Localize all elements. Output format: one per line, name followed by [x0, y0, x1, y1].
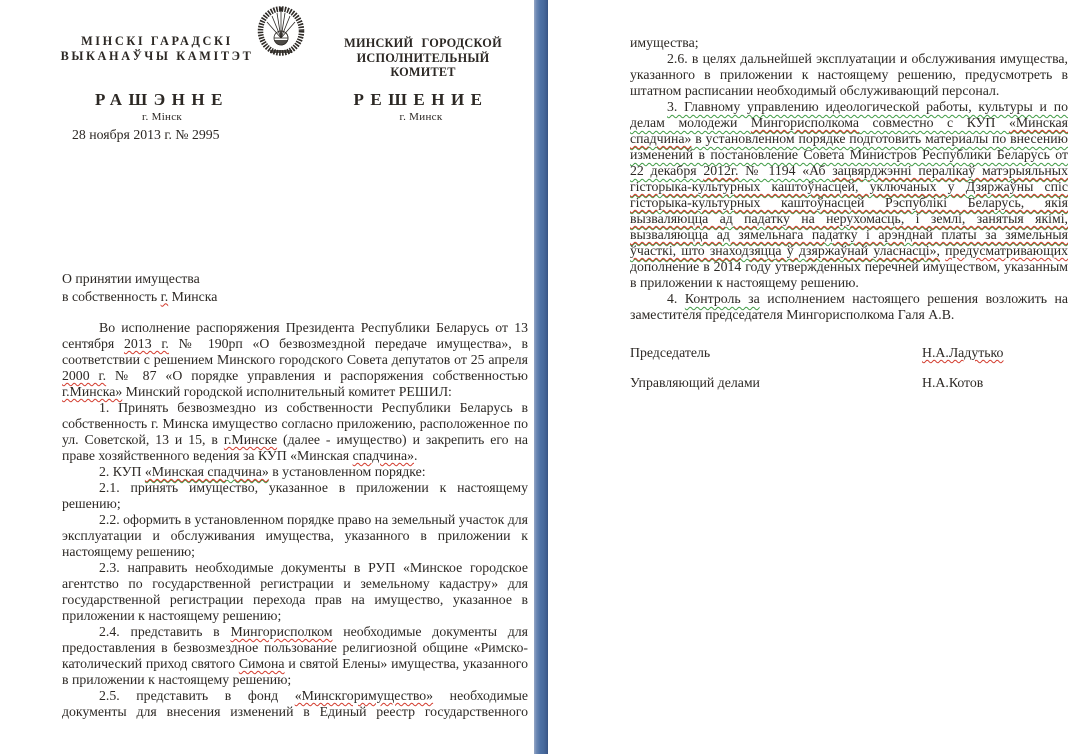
org-name-belarusian — [56, 34, 258, 63]
belarus-coat-of-arms-icon — [257, 6, 305, 56]
spelling-marked-text: г.Минске — [223, 432, 278, 447]
org-name-russian — [330, 36, 516, 80]
spelling-marked-text: г.Минска» — [62, 384, 123, 399]
org-be-line2: ВЫКАНАЎЧЫ КАМІТЭТ — [60, 48, 254, 63]
grammar-and-spelling-marked-text — [703, 163, 738, 178]
paragraph: 2.4. представить в Мингорисполком необходимые документы для предоставления в безвозмездное пользование религиозной общине «Римско-католический приход святого Симона и святой Елены» имущества, указанного в приложении к настоящему решению; — [62, 624, 529, 687]
spelling-marked-text: 2013 г. — [124, 336, 169, 351]
paragraph: 2.5. представить в фонд «Минскгоримущество» необходимые документы для внесения изменений в Единый реестр государственного — [62, 688, 528, 719]
doc-place-be: г. Мінск — [141, 111, 183, 123]
signature-name: Н.А.Котов — [922, 375, 984, 390]
subject-block — [62, 270, 392, 305]
page-1 — [0, 0, 534, 754]
grammar-and-spelling-marked-text — [751, 115, 859, 130]
paragraph: 1. Принять безвозмездно из собственности Республики Беларусь в собственность г. Минска имущество согласно приложению, расположенное по ул. Советской, 13 и 15, в г.Минске (далее - имущество) и закрепить его на праве хозяйственного ведения за КУП «Минская спадчина». — [62, 400, 528, 463]
doc-type-belarusian — [68, 90, 256, 123]
spelling-marked-text: «Минскгоримущество» — [294, 688, 434, 703]
doc-type-be-title: РАШЭННЕ — [95, 90, 229, 109]
org-ru-line2: ИСПОЛНИТЕЛЬНЫЙ КОМИТЕТ — [356, 50, 490, 79]
grammar-and-spelling-marked-text — [145, 464, 269, 479]
page-divider — [534, 0, 548, 754]
paragraph: Во исполнение распоряжения Президента Республики Беларусь от 13 сентября 2013 г. № 190рп «О безвозмездной передаче имущества», в соответствии с решением Минского городского Совета депутатов от 25 апреля 2000 г. № 87 «О порядке управления и распоряжения собственностью г.Минска» Минский городской исполнительный комитет РЕШИЛ: — [62, 320, 528, 399]
spelling-marked-text: Мингорисполком — [230, 624, 333, 639]
org-ru-line1: МИНСКИЙ ГОРОДСКОЙ — [344, 36, 502, 50]
signature-row — [630, 345, 1068, 361]
spelling-marked-text: 2000 г. — [62, 368, 107, 383]
signature-block — [630, 345, 1068, 391]
spelling-marked-text: спадчина» — [352, 448, 414, 463]
body-left-column — [62, 320, 528, 720]
grammar-marked-text: 3. Главному управлению идеологической работы, культуры и по делам молодежи — [630, 99, 1068, 130]
signature-title: Управляющий делами — [630, 375, 760, 390]
doc-type-russian — [336, 90, 506, 123]
spelling-marked-text: зацвярджэнні пералікаў матэрыяльных гісторыка-культурных каштоўнасцей, уключаных у Дзяржаўны спіс гісторыка-культурных каштоўнасцей Рэспублікі Беларусь, якія вызваляюцца ад падатку на нерухомасць, і землі, занятыя якімі, вызваляюцца ад зямельнага падатку і арэнднай платы за зямельныя ўчасткі, што знаходзяцца ў дзяржаўнай уласнасці», — [630, 163, 1068, 258]
spelling-marked-text: «Минская спадчина» — [144, 464, 269, 479]
spelling-marked-text: предусматривающих — [945, 243, 1068, 258]
signature-title: Председатель — [630, 345, 711, 360]
grammar-marked-text: № 1194 «Аб — [738, 163, 833, 178]
grammar-marked-text: совместно с КУП — [858, 115, 1009, 130]
spelling-marked-text: Симона — [238, 656, 285, 671]
body-right-column — [630, 35, 1068, 391]
spelling-marked-text: Мингорисполкома — [750, 115, 859, 130]
grammar-marked-text: Контроль за — [684, 291, 760, 306]
paragraph: 2.1. принять имущество, указанное в приложении к настоящему решению; — [62, 480, 528, 511]
spelling-marked-text: 2012г. — [703, 163, 739, 178]
paragraph: 2. КУП «Минская спадчина» в установленном порядке: — [99, 464, 426, 479]
org-be-line1: МІНСКІ ГАРАДСКІ — [81, 34, 233, 48]
signature-name: Н.А.Ладутько — [922, 345, 1004, 360]
doc-type-ru-title: РЕШЕНИЕ — [353, 90, 489, 109]
paragraph: имущества; — [630, 35, 699, 50]
paragraph: 4. Контроль за исполнением настоящего решения возложить на заместителя председателя Мингорисполкома Галя А.В. — [630, 291, 1069, 322]
grammar-marked-text: в установленном порядке подготовить материалы по внесению изменений в постановление Совета Министров Республики Беларусь от 22 декабря — [630, 131, 1068, 178]
paragraph: О принятии имущества — [62, 271, 200, 286]
paragraph: 2.3. направить необходимые документы в РУП «Минское городское агентство по государственной регистрации и земельному кадастру» для государственной регистрации перехода прав на имущество, указанное в приложении к настоящему решению; — [62, 560, 528, 623]
paragraph: 3. Главному управлению идеологической работы, культуры и по делам молодежи Мингорисполкома совместно с КУП «Минская спадчина» в установленном порядке подготовить материалы по внесению изменений в постановление Совета Министров Республики Беларусь от 22 декабря 2012г. № 1194 «Аб зацвярджэнні пералікаў матэрыяльных гісторыка-культурных каштоўнасцей, уключаных у Дзяржаўны спіс гісторыка-культурных каштоўнасцей Рэспублікі Беларусь, якія вызваляюцца ад падатку на нерухомасць, і землі, занятыя якімі, вызваляюцца ад зямельнага падатку і арэнднай платы за зямельныя ўчасткі, што знаходзяцца ў дзяржаўнай уласнасці», предусматривающих дополнение в 2014 году утвержденных перечней имуществом, указанным в приложении к настоящему решению. — [630, 99, 1068, 290]
spelling-marked-text: г. — [160, 288, 169, 304]
date-and-number: 28 ноября 2013 г. № 2995 — [72, 127, 220, 142]
doc-place-ru: г. Минск — [399, 111, 443, 123]
paragraph: в собственность г. Минска — [62, 288, 218, 304]
signature-row — [630, 375, 1068, 391]
left-paragraphs — [62, 320, 528, 720]
paragraph: 2.6. в целях дальнейшей эксплуатации и обслуживания имущества, указанного в приложении к настоящему решению, предусмотреть в штатном расписании необходимый обслуживающий персонал. — [630, 51, 1068, 98]
paragraph: 2.2. оформить в установленном порядке право на земельный участок для эксплуатации и обслуживания имущества, указанного в приложении к настоящему решению; — [62, 512, 528, 559]
right-paragraphs — [630, 35, 1068, 323]
page-2 — [548, 0, 1081, 754]
spelling-marked-text: «Минская спадчина» — [630, 115, 1068, 146]
